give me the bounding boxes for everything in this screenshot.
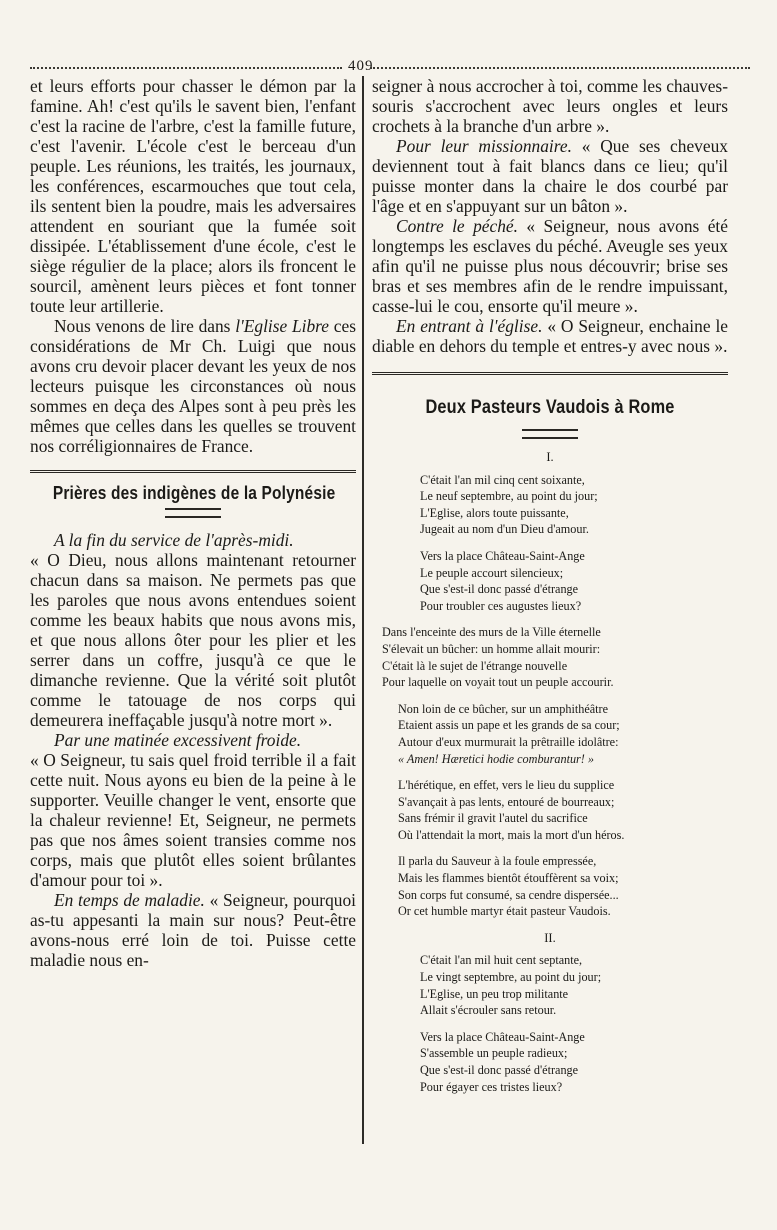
prayer-occasion: Contre le péché. — [396, 216, 518, 236]
verse-line: Sans frémir il gravit l'autel du sacrifice — [398, 811, 588, 826]
left-prose — [30, 76, 356, 456]
prayers-prose — [30, 530, 356, 970]
verse-line: L'Eglise, un peu trop militante — [420, 986, 569, 1001]
paragraph: et leurs efforts pour chasser le démon par la famine. Ah! c'est qu'ils le savent bien, l'enfant c'est la racine de l'arbre, c'est la famille future, c'est l'avenir. L'école c'est le berceau d'un peuple. Les réunions, les traités, les journaux, les conférences, escarmouches que tout cela, ils sentent bien la poudre, mais les adversaires attendent en souriant que la fumée soit dissipée. L'établissement d'une école, c'est le siège régulier de la place; alors ils froncent le sourcil, amènent leurs pièces et font tonner toute leur artillerie. — [30, 76, 356, 316]
verse-line: C'était l'an mil cinq cent soixante, — [420, 472, 585, 487]
page-number: 409 — [348, 58, 374, 74]
stanza — [372, 1029, 728, 1095]
stanza — [372, 548, 728, 614]
prayer-text: « Seigneur, nous avons été longtemps les esclaves du péché. Aveugle ses yeux afin qu'il ne puisse plus nous découvrir; brise ses bras et ses membres afin de le rendre impuissant, casse-lui le cou, ensorte qu'il meure ». — [372, 216, 728, 316]
header-ornament-right — [370, 67, 750, 73]
stanza — [372, 853, 728, 919]
verse-line: Vers la place Château-Saint-Ange — [420, 1029, 585, 1044]
stanza — [372, 624, 728, 690]
verse-line: Le neuf septembre, au point du jour; — [420, 489, 598, 504]
stanza — [372, 472, 728, 538]
verse-line: Pour troubler ces augustes lieux? — [420, 598, 582, 613]
stanza — [372, 701, 728, 767]
column-divider — [362, 76, 364, 1144]
verse-line: S'assemble un peuple radieux; — [420, 1046, 568, 1061]
verse-line: Etaient assis un pape et les grands de sa cour; — [398, 718, 620, 733]
header-ornament-left — [30, 67, 342, 73]
verse-line: Pour égayer ces tristes lieux? — [420, 1079, 563, 1094]
prayer-text: « Seigneur, pourquoi as-tu appesanti la main sur nous? Peut-être avons-nous erré loin de toi. Puisse cette maladie nous en- — [30, 890, 356, 970]
prayer-occasion: En entrant à l'église. — [396, 316, 543, 336]
verse-line: Autour d'eux murmurait la prêtraille idolâtre: — [398, 734, 619, 749]
prayer-text: « O Seigneur, enchaine le diable en dehors du temple et entres-y avec nous ». — [372, 316, 728, 356]
prayer-occasion: Pour leur missionnaire. — [396, 136, 572, 156]
poem — [372, 449, 728, 1095]
prayer — [372, 316, 728, 356]
verse-line: Non loin de ce bûcher, sur un amphithéâtre — [398, 701, 609, 716]
verse-line: Que s'est-il donc passé d'étrange — [420, 1063, 579, 1077]
verse-line: Le vingt septembre, au point du jour; — [420, 970, 602, 985]
verse-line: Que s'est-il donc passé d'étrange — [420, 582, 579, 597]
verse-line: Pour laquelle on voyait tout un peuple accourir. — [382, 675, 614, 690]
stanza-number: II. — [544, 930, 556, 945]
verse-line: Le peuple accourt silencieux; — [420, 565, 564, 580]
verse-line: Dans l'enceinte des murs de la Ville éternelle — [382, 625, 601, 640]
section-title-pasteurs: Deux Pasteurs Vaudois à Rome — [425, 397, 675, 418]
verse-line: Il parla du Sauveur à la foule empressée, — [398, 854, 597, 869]
verse-line: S'avançait à pas lents, entouré de bourreaux; — [398, 794, 615, 809]
prayer-occasion: En temps de maladie. — [54, 890, 205, 910]
verse-line: L'hérétique, en effet, vers le lieu du supplice — [398, 778, 615, 793]
section-title-polynesie: Prières des indigènes de la Polynésie — [52, 483, 336, 503]
prayer-occasion: Par une matinée excessivent froide. — [54, 730, 302, 750]
verse-line: « Amen! Hæretici hodie comburantur! » — [398, 751, 594, 766]
title-ornament — [522, 429, 578, 439]
verse-line: Son corps fut consumé, sa cendre dispersée... — [398, 887, 619, 902]
prayer-heading — [30, 730, 356, 750]
verse-line: Où l'attendait la mort, mais la mort d'un héros. — [398, 827, 625, 842]
stanza-number: I. — [546, 450, 554, 464]
stanza — [372, 777, 728, 843]
section-rule — [30, 470, 356, 473]
right-column — [372, 76, 728, 1146]
left-column — [30, 76, 356, 1146]
paragraph — [30, 316, 356, 456]
verse-line: Jugeait au nom d'un Dieu d'amour. — [420, 522, 589, 537]
page-header — [30, 58, 750, 78]
prayer-text: seigner à nous accrocher à toi, comme les chauves-souris s'accrochent avec leurs ongles et leurs crochets à la branche d'un arbre ». — [372, 76, 728, 136]
publication-title: l'Eglise Libre — [235, 316, 330, 336]
verse-line: Mais les flammes bientôt étouffèrent sa voix; — [398, 871, 619, 886]
verse-line: C'était l'an mil huit cent septante, — [420, 953, 583, 968]
prayer-text: « O Seigneur, tu sais quel froid terrible il a fait cette nuit. Nous ayons eu bien de la peine à le supporter. Veuille changer le vent, ensorte que la chaleur revienne! Et, Seigneur, ne permets pas que nos âmes soient transies comme nos corps, mais que plutôt elles soient brûlantes d'amour pour toi ». — [30, 750, 356, 890]
text-run: ces considérations de Mr Ch. Luigi que nous avons cru devoir placer devant les yeux de nos lecteurs puisque les circonstances où nous sommes en deça des Alpes sont à peu près les mêmes que celles dans les quelles se trouvent nos corréligionnaires de France. — [30, 316, 356, 456]
right-prose — [372, 76, 728, 356]
prayer-heading — [30, 530, 356, 550]
text-run: Nous venons de lire dans — [54, 316, 236, 336]
verse-line: Or cet humble martyr était pasteur Vaudois. — [398, 904, 611, 919]
prayer — [372, 136, 728, 216]
title-ornament — [165, 508, 221, 518]
prayer-text: « O Dieu, nous allons maintenant retourner chacun dans sa maison. Ne permets pas que les paroles que nous avons entendues soient comme les beaux habits que nous avons mis, et que nous allons ôter pour les plier et les serrer dans un coffre, jusqu'à ce que le dimanche revienne. Que la vérité soit plutôt comme le tatouage de nos corps qui demeurera ineffaçable jusqu'à notre mort ». — [30, 550, 356, 730]
prayer — [372, 216, 728, 316]
stanza — [372, 952, 728, 1018]
prayer-occasion: A la fin du service de l'après-midi. — [54, 530, 294, 550]
verse-line: S'élevait un bûcher: un homme allait mourir: — [382, 641, 601, 656]
section-rule — [372, 372, 728, 375]
prayer — [30, 890, 356, 970]
verse-line: C'était là le sujet de l'étrange nouvelle — [382, 658, 568, 673]
verse-line: Allait s'écrouler sans retour. — [420, 1003, 557, 1018]
verse-line: L'Eglise, alors toute puissante, — [420, 505, 569, 520]
verse-line: Vers la place Château-Saint-Ange — [420, 548, 585, 563]
prayer-text: « Que ses cheveux deviennent tout à fait blancs dans ce lieu; qu'il puisse monter dans la chaire le dos courbé par l'âge et en s'appuyant sur un bâton ». — [372, 136, 728, 216]
